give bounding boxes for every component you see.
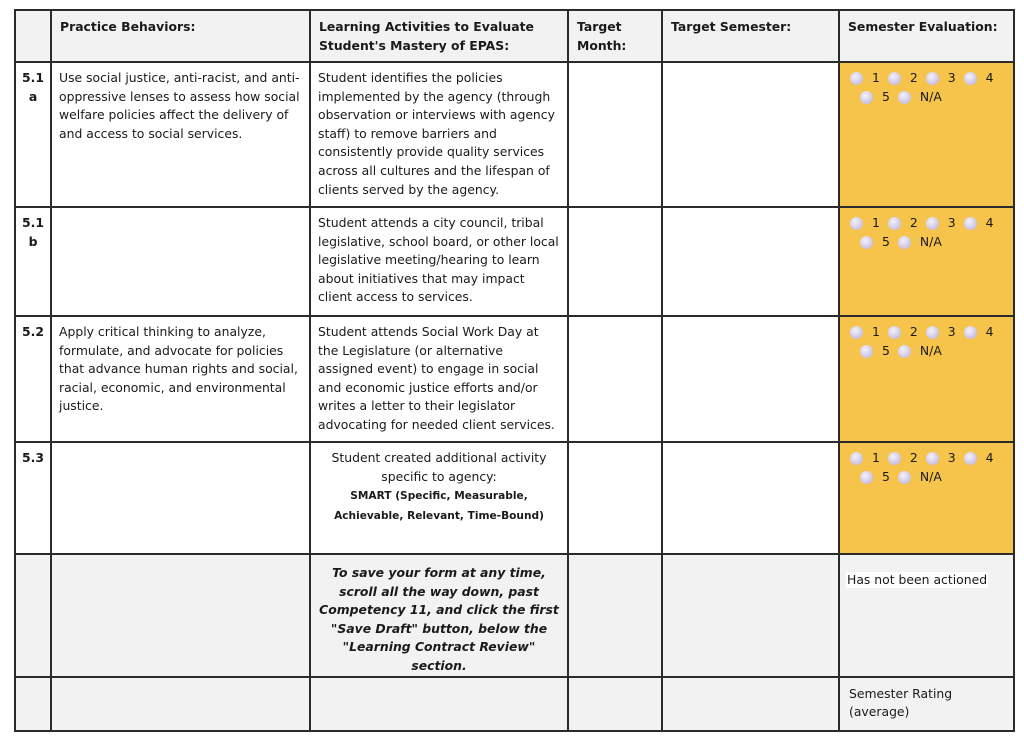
radio-button-icon[interactable] <box>850 217 863 230</box>
rating-radio-group <box>850 214 1015 252</box>
radio-button-icon[interactable] <box>898 91 911 104</box>
rating-radio-2[interactable] <box>888 449 918 468</box>
table-row <box>15 62 1014 207</box>
radio-button-icon[interactable] <box>898 236 911 249</box>
radio-button-icon[interactable] <box>860 345 873 358</box>
radio-button-icon[interactable] <box>926 217 939 230</box>
rating-radio-4[interactable] <box>964 214 994 233</box>
radio-label: N/A <box>919 343 942 359</box>
rating-radio-group <box>850 69 1015 107</box>
radio-label: 2 <box>909 324 918 340</box>
empty-cell <box>568 677 662 731</box>
radio-button-icon[interactable] <box>964 452 977 465</box>
radio-label: 2 <box>909 215 918 231</box>
rating-radio-4[interactable] <box>964 449 994 468</box>
rating-radio-na[interactable] <box>898 233 942 252</box>
empty-cell <box>310 677 568 731</box>
rating-radio-1[interactable] <box>850 323 880 342</box>
empty-cell <box>662 677 839 731</box>
radio-label: N/A <box>919 469 942 485</box>
target-month-cell[interactable] <box>568 316 662 442</box>
rating-radio-5[interactable] <box>860 468 890 487</box>
radio-label: 3 <box>947 70 956 86</box>
rating-radio-2[interactable] <box>888 69 918 88</box>
radio-button-icon[interactable] <box>926 72 939 85</box>
rating-radio-3[interactable] <box>926 323 956 342</box>
empty-cell <box>51 677 310 731</box>
radio-label: 5 <box>882 89 890 105</box>
header-target-semester: Target Semester: <box>662 10 839 62</box>
rating-radio-2[interactable] <box>888 323 918 342</box>
radio-button-icon[interactable] <box>964 326 977 339</box>
rating-radio-3[interactable] <box>926 69 956 88</box>
semester-evaluation-cell <box>839 442 1014 554</box>
radio-button-icon[interactable] <box>964 72 977 85</box>
header-semester-evaluation: Semester Evaluation: <box>839 10 1014 62</box>
behavior-number: 5.1 a <box>15 62 51 207</box>
rating-radio-4[interactable] <box>964 323 994 342</box>
semester-evaluation-cell <box>839 316 1014 442</box>
radio-button-icon[interactable] <box>926 452 939 465</box>
radio-label: 4 <box>985 70 994 86</box>
learning-activity-text: Student created additional activity specific to agency: <box>331 450 547 484</box>
rating-radio-2[interactable] <box>888 214 918 233</box>
rating-radio-na[interactable] <box>898 88 942 107</box>
behavior-number: 5.1 b <box>15 207 51 316</box>
rating-radio-1[interactable] <box>850 214 880 233</box>
table-row <box>15 207 1014 316</box>
radio-label: 2 <box>909 70 918 86</box>
learning-activity: Student attends Social Work Day at the Legislature (or alternative assigned event) to engage in social and economic justice efforts and/or writes a letter to their legislator advocating for needed client services. <box>310 316 568 442</box>
radio-button-icon[interactable] <box>850 452 863 465</box>
radio-label: 1 <box>872 450 880 466</box>
radio-button-icon[interactable] <box>888 217 901 230</box>
target-semester-cell[interactable] <box>662 442 839 554</box>
rating-radio-5[interactable] <box>860 233 890 252</box>
save-note-row <box>15 554 1014 677</box>
radio-button-icon[interactable] <box>926 326 939 339</box>
radio-label: 1 <box>872 70 880 86</box>
header-practice-behaviors: Practice Behaviors: <box>51 10 310 62</box>
table-row <box>15 442 1014 554</box>
radio-label: 4 <box>985 450 994 466</box>
radio-button-icon[interactable] <box>888 326 901 339</box>
rating-radio-5[interactable] <box>860 342 890 361</box>
header-number <box>15 10 51 62</box>
practice-behavior <box>51 442 310 554</box>
radio-button-icon[interactable] <box>860 236 873 249</box>
semester-evaluation-cell <box>839 62 1014 207</box>
radio-label: 5 <box>882 343 890 359</box>
empty-cell <box>15 554 51 677</box>
smart-criteria-text: SMART (Specific, Measurable, Achievable, Relevant, Time-Bound) <box>334 490 544 523</box>
learning-activity: Student attends a city council, tribal legislative, school board, or other local legislative meeting/hearing to learn about initiatives that may impact client access to services. <box>310 207 568 316</box>
status-cell <box>839 554 1014 677</box>
target-semester-cell[interactable] <box>662 62 839 207</box>
rating-radio-4[interactable] <box>964 69 994 88</box>
radio-button-icon[interactable] <box>964 217 977 230</box>
rating-radio-3[interactable] <box>926 449 956 468</box>
radio-button-icon[interactable] <box>850 72 863 85</box>
radio-button-icon[interactable] <box>888 72 901 85</box>
header-target-month: Target Month: <box>568 10 662 62</box>
radio-label: 3 <box>947 324 956 340</box>
learning-activity: Student identifies the policies implemented by the agency (through observation or interviews with agency staff) to remove barriers and consistently provide quality services across all cultures and the lifespan of clients served by the agency. <box>310 62 568 207</box>
radio-button-icon[interactable] <box>850 326 863 339</box>
radio-button-icon[interactable] <box>860 91 873 104</box>
empty-cell <box>51 554 310 677</box>
radio-label: 2 <box>909 450 918 466</box>
radio-label: N/A <box>919 234 942 250</box>
empty-cell <box>15 677 51 731</box>
radio-label: 5 <box>882 469 890 485</box>
rating-radio-group <box>850 323 1015 361</box>
radio-label: 5 <box>882 234 890 250</box>
radio-label: 1 <box>872 324 880 340</box>
target-semester-cell[interactable] <box>662 207 839 316</box>
rating-radio-na[interactable] <box>898 342 942 361</box>
rating-radio-3[interactable] <box>926 214 956 233</box>
rating-radio-na[interactable] <box>898 468 942 487</box>
radio-label: N/A <box>919 89 942 105</box>
semester-evaluation-cell <box>839 207 1014 316</box>
semester-rating-row <box>15 677 1014 731</box>
target-month-cell[interactable] <box>568 442 662 554</box>
competency-evaluation-table <box>14 9 1015 732</box>
behavior-number: 5.2 <box>15 316 51 442</box>
rating-radio-5[interactable] <box>860 88 890 107</box>
save-draft-instructions: To save your form at any time, scroll all the way down, past Competency 11, and click the first "Save Draft" button, below the "Learning Contract Review" section. <box>310 554 568 677</box>
radio-label: 4 <box>985 324 994 340</box>
target-month-cell[interactable] <box>568 207 662 316</box>
radio-label: 4 <box>985 215 994 231</box>
table-header-row <box>15 10 1014 62</box>
empty-cell <box>662 554 839 677</box>
behavior-number: 5.3 <box>15 442 51 554</box>
semester-rating-average: Semester Rating (average) <box>839 677 1014 731</box>
radio-button-icon[interactable] <box>898 471 911 484</box>
radio-button-icon[interactable] <box>888 452 901 465</box>
radio-button-icon[interactable] <box>898 345 911 358</box>
table-row <box>15 316 1014 442</box>
rating-radio-group <box>850 449 1015 487</box>
learning-activity <box>310 442 568 554</box>
practice-behavior: Apply critical thinking to analyze, formulate, and advocate for policies that advance human rights and social, racial, economic, and environmental justice. <box>51 316 310 442</box>
empty-cell <box>568 554 662 677</box>
target-semester-cell[interactable] <box>662 316 839 442</box>
status-badge: Has not been actioned <box>847 572 988 587</box>
rating-radio-1[interactable] <box>850 69 880 88</box>
radio-button-icon[interactable] <box>860 471 873 484</box>
practice-behavior: Use social justice, anti-racist, and anti-oppressive lenses to assess how social welfare policies affect the delivery of and access to social services. <box>51 62 310 207</box>
practice-behavior <box>51 207 310 316</box>
radio-label: 3 <box>947 450 956 466</box>
header-learning-activities: Learning Activities to Evaluate Student's Mastery of EPAS: <box>310 10 568 62</box>
radio-label: 3 <box>947 215 956 231</box>
radio-label: 1 <box>872 215 880 231</box>
rating-radio-1[interactable] <box>850 449 880 468</box>
target-month-cell[interactable] <box>568 62 662 207</box>
